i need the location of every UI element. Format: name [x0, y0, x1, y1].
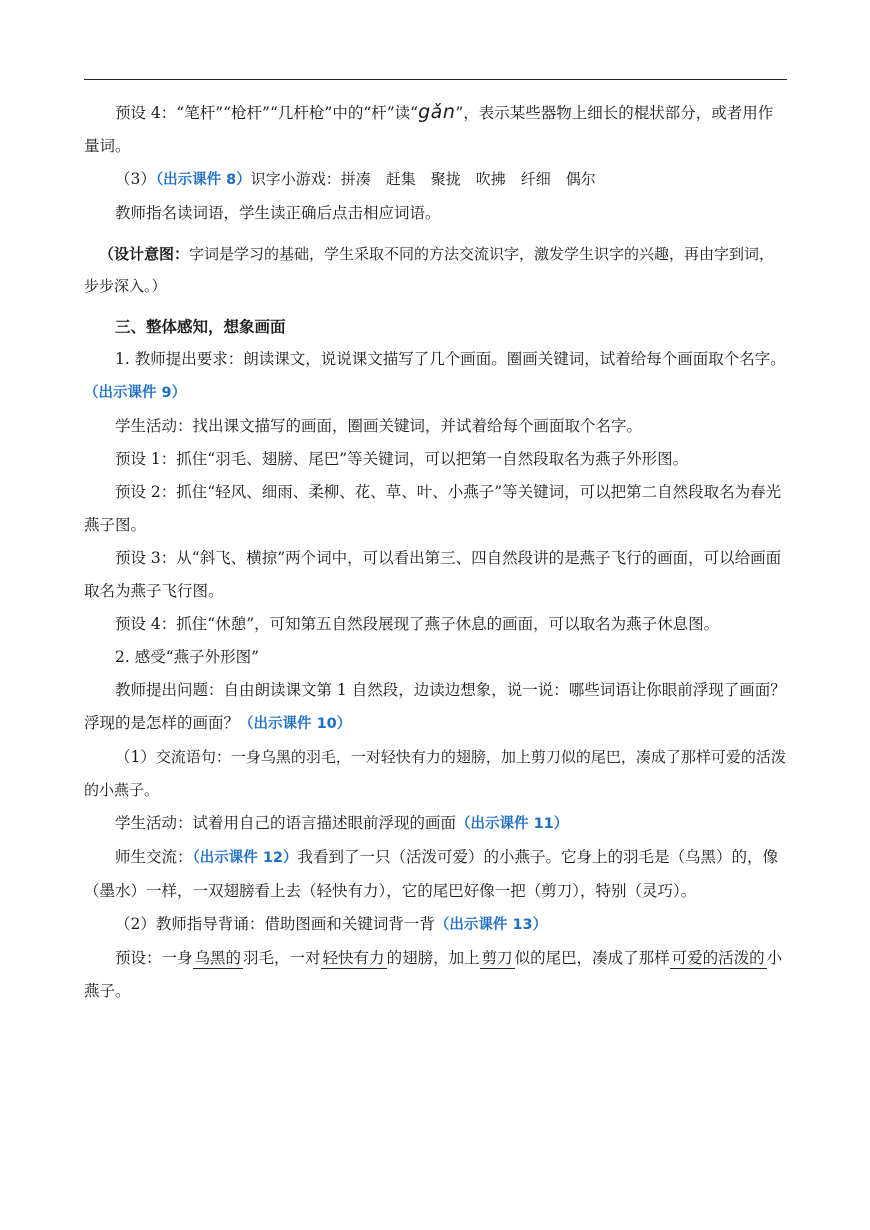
paragraph-preset-4-rest: 预设 4：抓住“休憩”，可知第五自然段展现了燕子休息的画面，可以取名为燕子休息图。: [115, 615, 720, 633]
paragraph-student-activity-2: 学生活动：试着用自己的语言描述眼前浮现的画面（出示课件 11）: [115, 814, 569, 832]
paragraph-recitation-guide: （2）教师指导背诵：借助图画和关键词背一背（出示课件 13）: [115, 915, 548, 933]
courseware-tag-9: （出示课件 9）: [84, 385, 187, 401]
courseware-tag-12: （出示课件 12）: [192, 850, 298, 866]
courseware-tag-8: （出示课件 8）: [155, 172, 251, 188]
paragraph-fill-in-preset: 预设：一身 乌黑的 羽毛，一对 轻快有力 的翅膀，加上 剪刀 似的尾巴，凑成了那样 可爱的活泼的 小燕子。: [84, 949, 783, 1000]
document-body: [84, 96, 787, 1008]
pinyin-gan: gǎn: [418, 101, 456, 123]
blank-keai: 可爱的活泼的: [671, 949, 765, 967]
header-rule: [84, 79, 787, 80]
paragraph-teacher-requirement: 1. 教师提出要求：朗读课文，说说课文描写了几个画面。圈画关键词，试着给每个画面取个名字。（出示课件 9）: [84, 350, 786, 401]
paragraph-preset-3: 预设 3：从“斜飞、横掠”两个词中，可以看出第三、四自然段讲的是燕子飞行的画面，可以给画面取名为燕子飞行图。: [84, 549, 782, 600]
courseware-tag-11: （出示课件 11）: [456, 816, 569, 832]
subheading-appearance: 2. 感受“燕子外形图”: [115, 648, 260, 666]
paragraph-teacher-reading: 教师指名读词语，学生读正确后点击相应词语。: [115, 204, 441, 222]
paragraph-preset-2: 预设 2：抓住“轻风、细雨、柔柳、花、草、叶、小燕子”等关键词，可以把第二自然段取名为春光燕子图。: [84, 483, 782, 534]
paragraph-student-activity-1: 学生活动：找出课文描写的画面，圈画关键词，并试着给每个画面取个名字。: [115, 417, 643, 435]
blank-jiandao: 剪刀: [481, 949, 513, 967]
paragraph-preset-4-gan: 预设 4：“笔杆”“枪杆”“几杆枪”中的“杆”读“gǎn”，表示某些器物上细长的棍状部分，或者用作量词。: [84, 101, 774, 155]
paragraph-preset-1: 预设 1：抓住“羽毛、翅膀、尾巴”等关键词，可以把第一自然段取名为燕子外形图。: [115, 450, 689, 468]
paragraph-literacy-game: （3）（出示课件 8）识字小游戏：拼凑 赶集 聚拢 吹拂 纤细 偶尔: [115, 170, 596, 188]
blank-qingkuai: 轻快有力: [322, 949, 385, 967]
design-intent-label: （设计意图：: [99, 245, 190, 263]
blank-wuhei: 乌黑的: [194, 949, 242, 967]
paragraph-teacher-student-exchange: 师生交流：（出示课件 12）我看到了一只（活泼可爱）的小燕子。它身上的羽毛是（乌黑）的，像（墨水）一样，一双翅膀看上去（轻快有力），它的尾巴好像一把（剪刀），特别（灵巧）。: [84, 848, 779, 900]
courseware-tag-10: （出示课件 10）: [239, 716, 352, 732]
paragraph-teacher-question: 教师提出问题：自由朗读课文第 1 自然段，边读边想象，说一说：哪些词语让你眼前浮现了画面？浮现的是怎样的画面？（出示课件 10）: [84, 681, 786, 732]
courseware-tag-13: （出示课件 13）: [434, 917, 548, 933]
paragraph-exchange-sentence: （1）交流语句：一身乌黑的羽毛，一对轻快有力的翅膀，加上剪刀似的尾巴，凑成了那样可爱的活泼的小燕子。: [84, 748, 786, 799]
section-title-3: 三、整体感知，想象画面: [115, 317, 286, 336]
design-intent: （设计意图：字词是学习的基础，学生采取不同的方法交流识字，激发学生识字的兴趣，再由字到词，步步深入。）: [84, 245, 775, 295]
